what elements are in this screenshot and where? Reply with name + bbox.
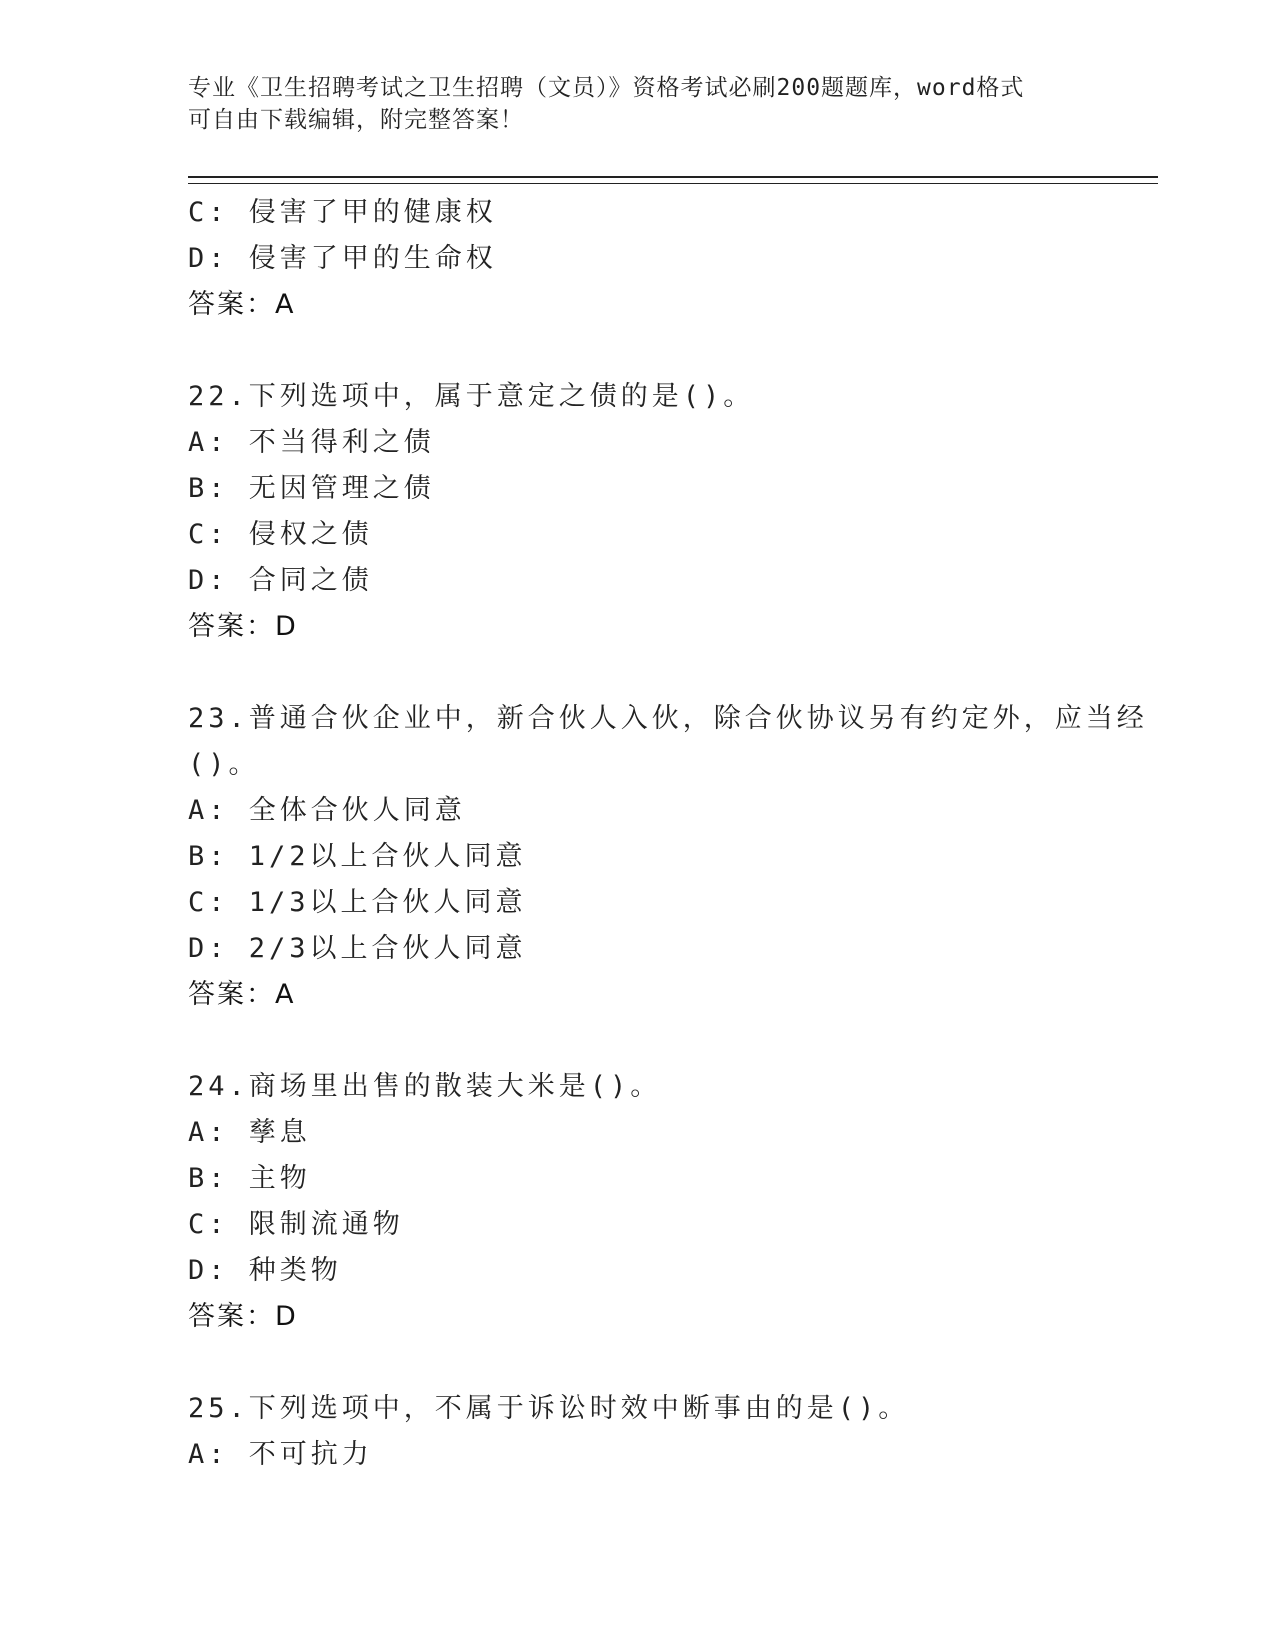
question-list: [188, 190, 1148, 1478]
answer-line: 答案：D: [188, 1301, 298, 1332]
option-c: C: 侵权之债: [188, 519, 373, 550]
question-stem: 24.商场里出售的散装大米是()。: [188, 1071, 662, 1102]
option-a: A: 不可抗力: [188, 1439, 373, 1470]
option-a: A: 不当得利之债: [188, 427, 435, 458]
option-d: D: 种类物: [188, 1255, 342, 1286]
header-divider-thin: [188, 183, 1158, 184]
option-b: B: 1/2以上合伙人同意: [188, 841, 527, 872]
question-25: [188, 1386, 1088, 1478]
question-24: [188, 1064, 1088, 1340]
option-b: B: 无因管理之债: [188, 473, 435, 504]
answer-line: 答案：D: [188, 611, 298, 642]
option-a: A: 孳息: [188, 1117, 311, 1148]
question-stem: 25.下列选项中，不属于诉讼时效中断事由的是()。: [188, 1393, 910, 1424]
header-line-2: 可自由下载编辑，附完整答案！: [188, 107, 524, 133]
question-stem-line-2: ()。: [188, 749, 260, 780]
spacer: [188, 1018, 1088, 1064]
answer-line: 答案：A: [188, 979, 296, 1010]
question-22: [188, 374, 1088, 650]
spacer: [188, 650, 1088, 696]
question-stem: 22.下列选项中，属于意定之债的是()。: [188, 381, 755, 412]
option-c: C: 侵害了甲的健康权: [188, 197, 497, 228]
option-d: D: 2/3以上合伙人同意: [188, 933, 527, 964]
header-divider-thick: [188, 176, 1158, 178]
option-c: C: 限制流通物: [188, 1209, 404, 1240]
question-23: [188, 696, 1148, 1018]
option-d: D: 合同之债: [188, 565, 373, 596]
header-line-1: 专业《卫生招聘考试之卫生招聘（文员）》资格考试必刷200题题库，word格式: [188, 75, 1025, 101]
option-b: B: 主物: [188, 1163, 311, 1194]
spacer: [188, 1340, 1088, 1386]
answer-line: 答案：A: [188, 289, 296, 320]
document-header: [188, 72, 1088, 136]
question-stem-line-1: 23.普通合伙企业中，新合伙人入伙，除合伙协议另有约定外，应当经: [188, 703, 1148, 734]
option-a: A: 全体合伙人同意: [188, 795, 466, 826]
option-c: C: 1/3以上合伙人同意: [188, 887, 527, 918]
question-21-continued: [188, 190, 1088, 328]
spacer: [188, 328, 1088, 374]
option-d: D: 侵害了甲的生命权: [188, 243, 497, 274]
